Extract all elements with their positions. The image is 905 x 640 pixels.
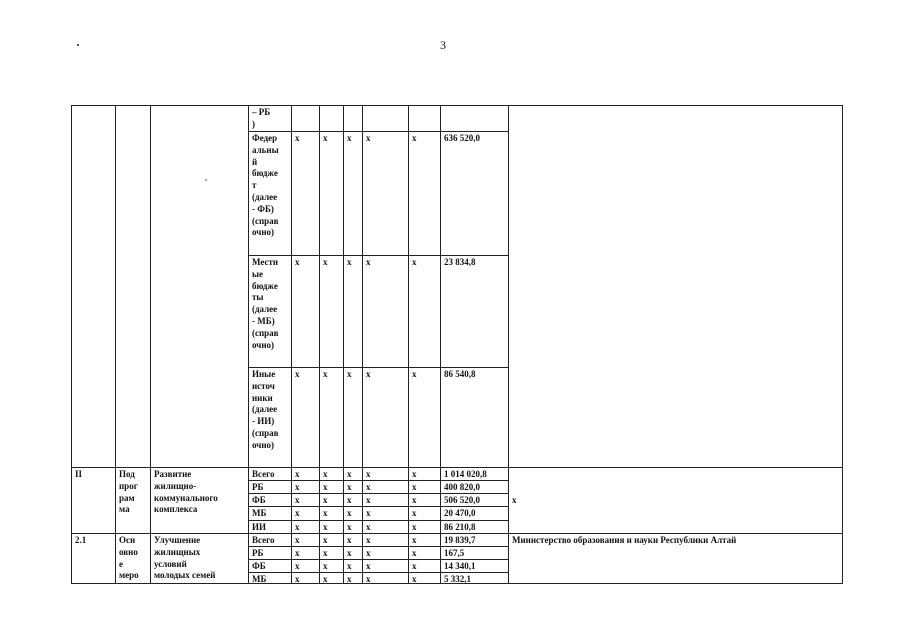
- measure-executor: Министерство образования и науки Республики Алтай: [508, 533, 843, 584]
- rb-tail-c3: [343, 105, 363, 132]
- x-cell: x: [343, 480, 363, 494]
- x-cell: x: [408, 493, 441, 507]
- cont-num-cell: [71, 105, 116, 468]
- source-label: ФБ: [248, 559, 292, 573]
- x-cell: x: [343, 367, 363, 468]
- x-cell: x: [343, 467, 363, 481]
- amount-cell: 23 834,8: [440, 255, 509, 368]
- x-cell: x: [291, 572, 320, 584]
- source-label: Всего: [248, 467, 292, 481]
- x-cell: x: [343, 255, 363, 368]
- x-cell: x: [319, 533, 344, 547]
- x-cell: x: [343, 559, 363, 573]
- x-cell: x: [343, 493, 363, 507]
- x-cell: x: [291, 546, 320, 560]
- measure-type: Осн овно е меро: [115, 533, 151, 584]
- budget-table: [71, 105, 843, 584]
- source-label: Местн ые бюдже ты (далее - МБ) (справ очно): [248, 255, 292, 368]
- source-label: РБ: [248, 546, 292, 560]
- source-label: Всего: [248, 533, 292, 547]
- source-label: МБ: [248, 506, 292, 521]
- amount-cell: 20 470,0: [440, 506, 509, 521]
- x-cell: x: [319, 520, 344, 534]
- amount-cell: 167,5: [440, 546, 509, 560]
- subprogram-note: x: [508, 467, 843, 534]
- x-cell: x: [408, 480, 441, 494]
- amount-cell: 636 520,0: [440, 131, 509, 256]
- x-cell: x: [319, 467, 344, 481]
- x-cell: x: [319, 506, 344, 521]
- x-cell: x: [343, 572, 363, 584]
- x-cell: x: [291, 255, 320, 368]
- x-cell: x: [291, 533, 320, 547]
- source-label: Федер альны й бюдже т (далее - ФБ) (справ очно): [248, 131, 292, 256]
- amount-cell: 86 210,8: [440, 520, 509, 534]
- rb-tail-c2: [319, 105, 344, 132]
- amount-cell: 5 332,1: [440, 572, 509, 584]
- x-cell: x: [343, 506, 363, 521]
- amount-cell: 86 540,8: [440, 367, 509, 468]
- x-cell: x: [408, 367, 441, 468]
- page-number: 3: [440, 38, 446, 52]
- x-cell: x: [291, 559, 320, 573]
- x-cell: x: [362, 506, 409, 521]
- x-cell: x: [408, 572, 441, 584]
- subprogram-name: Развитие жилищно- коммунального комплекса: [150, 467, 249, 534]
- x-cell: x: [362, 255, 409, 368]
- amount-cell: 506 520,0: [440, 493, 509, 507]
- measure-number: 2.1: [71, 533, 116, 584]
- subprogram-type: Под прог рам ма: [115, 467, 151, 534]
- rb-tail-c4: [362, 105, 409, 132]
- x-cell: x: [408, 533, 441, 547]
- rb-tail-c5: [408, 105, 441, 132]
- x-cell: x: [343, 533, 363, 547]
- x-cell: x: [408, 255, 441, 368]
- cont-notes-cell: [508, 105, 843, 468]
- x-cell: x: [319, 559, 344, 573]
- source-label: РБ: [248, 480, 292, 494]
- x-cell: x: [291, 493, 320, 507]
- amount-cell: 19 839,7: [440, 533, 509, 547]
- x-cell: x: [362, 367, 409, 468]
- x-cell: x: [362, 520, 409, 534]
- source-label: ИИ: [248, 520, 292, 534]
- x-cell: x: [362, 480, 409, 494]
- x-cell: x: [343, 546, 363, 560]
- x-cell: x: [362, 533, 409, 547]
- x-cell: x: [343, 131, 363, 256]
- x-cell: x: [408, 559, 441, 573]
- x-cell: x: [291, 467, 320, 481]
- x-cell: x: [343, 520, 363, 534]
- rb-tail-c1: [291, 105, 320, 132]
- rb-tail-source: – РБ ): [248, 105, 292, 132]
- x-cell: x: [291, 367, 320, 468]
- x-cell: x: [362, 559, 409, 573]
- source-label: Иные источ ники (далее - ИИ) (справ очно): [248, 367, 292, 468]
- amount-cell: 400 820,0: [440, 480, 509, 494]
- x-cell: x: [408, 506, 441, 521]
- cont-type-cell: [115, 105, 151, 468]
- x-cell: x: [362, 546, 409, 560]
- x-cell: x: [319, 572, 344, 584]
- x-cell: x: [319, 131, 344, 256]
- x-cell: x: [408, 546, 441, 560]
- measure-name: Улучшение жилищных условий молодых семей: [150, 533, 249, 584]
- x-cell: x: [291, 506, 320, 521]
- x-cell: x: [408, 520, 441, 534]
- x-cell: x: [362, 131, 409, 256]
- x-cell: x: [319, 255, 344, 368]
- x-cell: x: [319, 480, 344, 494]
- amount-cell: 14 340,1: [440, 559, 509, 573]
- x-cell: x: [408, 131, 441, 256]
- x-cell: x: [408, 467, 441, 481]
- x-cell: x: [291, 480, 320, 494]
- x-cell: x: [291, 131, 320, 256]
- x-cell: x: [319, 546, 344, 560]
- x-cell: x: [362, 493, 409, 507]
- subprogram-number: II: [71, 467, 116, 534]
- x-cell: x: [319, 367, 344, 468]
- scan-dot: [77, 44, 79, 46]
- x-cell: x: [362, 467, 409, 481]
- cont-name-cell: [150, 105, 249, 468]
- x-cell: x: [362, 572, 409, 584]
- source-label: МБ: [248, 572, 292, 584]
- amount-cell: 1 014 020,8: [440, 467, 509, 481]
- rb-tail-value: [440, 105, 509, 132]
- source-label: ФБ: [248, 493, 292, 507]
- x-cell: x: [319, 493, 344, 507]
- x-cell: x: [291, 520, 320, 534]
